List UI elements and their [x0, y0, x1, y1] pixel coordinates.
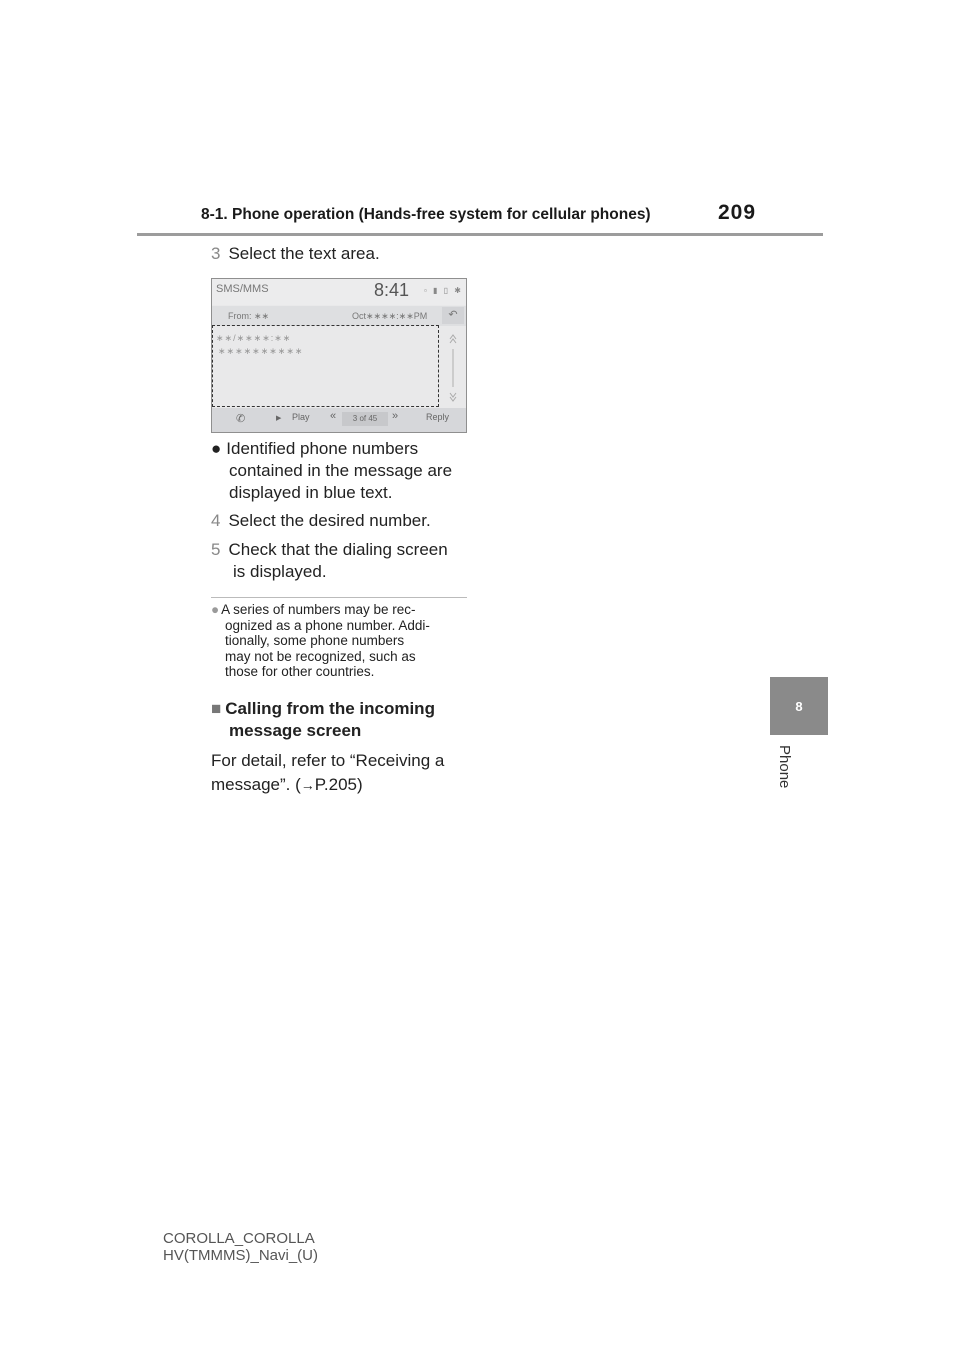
- step-5: [211, 539, 448, 583]
- bullet-icon: ●: [211, 439, 222, 458]
- footer-line: HV(TMMMS)_Navi_(U): [163, 1247, 318, 1264]
- message-screen-illustration: [211, 278, 467, 433]
- note-text-line: tionally, some phone numbers: [225, 633, 405, 648]
- bullet-text-line: Identified phone numbers: [226, 439, 419, 458]
- step-number: 3: [211, 244, 221, 263]
- message-text-line: ∗∗∗∗∗∗∗∗∗∗: [218, 346, 304, 356]
- note: [211, 602, 473, 680]
- previous-icon[interactable]: «: [330, 410, 337, 422]
- paragraph-line: [211, 773, 444, 797]
- note-divider: [211, 597, 467, 598]
- header-divider: [137, 233, 823, 236]
- section-heading-line: Calling from the incoming: [225, 699, 435, 718]
- bullet-item: [211, 438, 452, 504]
- from-label: From: ∗∗: [228, 311, 270, 321]
- screen-title: SMS/MMS: [216, 283, 269, 295]
- play-triangle-icon: ▶: [276, 415, 282, 422]
- step-text: Check that the dialing screen: [228, 540, 448, 559]
- reply-button[interactable]: Reply: [426, 412, 450, 422]
- reference-paragraph: [211, 749, 444, 797]
- scroll-arrows-icon: [446, 331, 460, 405]
- bullet-text-line: displayed in blue text.: [229, 483, 393, 502]
- next-icon[interactable]: »: [392, 410, 399, 422]
- back-icon[interactable]: ↶: [442, 307, 464, 324]
- arrow-right-icon: →: [300, 777, 315, 793]
- note-text-line: ognized as a phone number. Addi-: [225, 617, 430, 633]
- date-label: Oct∗∗∗∗:∗∗PM: [352, 311, 428, 321]
- step-number: 4: [211, 511, 221, 530]
- section-heading: [211, 698, 435, 742]
- step-text: Select the text area.: [228, 244, 380, 263]
- text-area-highlight[interactable]: [212, 325, 439, 407]
- message-text-line: ∗∗/∗∗∗∗:∗∗: [216, 333, 292, 343]
- footer: [163, 1230, 318, 1264]
- note-bullet-icon: ●: [211, 602, 220, 617]
- section-heading-line: message screen: [229, 721, 362, 740]
- status-icons: ▫ ▮ ▯ ✱: [424, 286, 464, 295]
- play-button[interactable]: Play: [292, 412, 310, 422]
- page-reference-link[interactable]: P.205): [314, 775, 363, 794]
- section-title: 8-1. Phone operation (Hands-free system for cellular phones): [201, 206, 651, 223]
- chapter-label: Phone: [776, 745, 793, 789]
- screen-clock: 8:41: [374, 280, 410, 300]
- chapter-number: 8: [795, 698, 803, 714]
- scroll-bar[interactable]: [446, 331, 460, 405]
- page-number: 209: [718, 201, 757, 224]
- step-4: [211, 510, 431, 532]
- note-text-line: may not be recognized, such as: [225, 648, 416, 664]
- note-text-line: A series of numbers may be rec-: [221, 602, 416, 617]
- bullet-text-line: contained in the message are: [229, 461, 453, 480]
- paragraph-line: For detail, refer to “Receiving a: [211, 751, 445, 770]
- footer-line: COROLLA_COROLLA: [163, 1230, 315, 1247]
- step-3: [211, 243, 380, 265]
- call-icon[interactable]: ✆: [236, 413, 246, 425]
- step-number: 5: [211, 540, 221, 559]
- paragraph-text: message”. (: [211, 775, 301, 794]
- page-counter: 3 of 45: [342, 412, 388, 426]
- chapter-tab: [770, 677, 828, 735]
- note-text-line: those for other countries.: [225, 664, 375, 679]
- step-text: is displayed.: [233, 562, 327, 581]
- square-bullet-icon: ■: [211, 699, 222, 718]
- step-text: Select the desired number.: [228, 511, 431, 530]
